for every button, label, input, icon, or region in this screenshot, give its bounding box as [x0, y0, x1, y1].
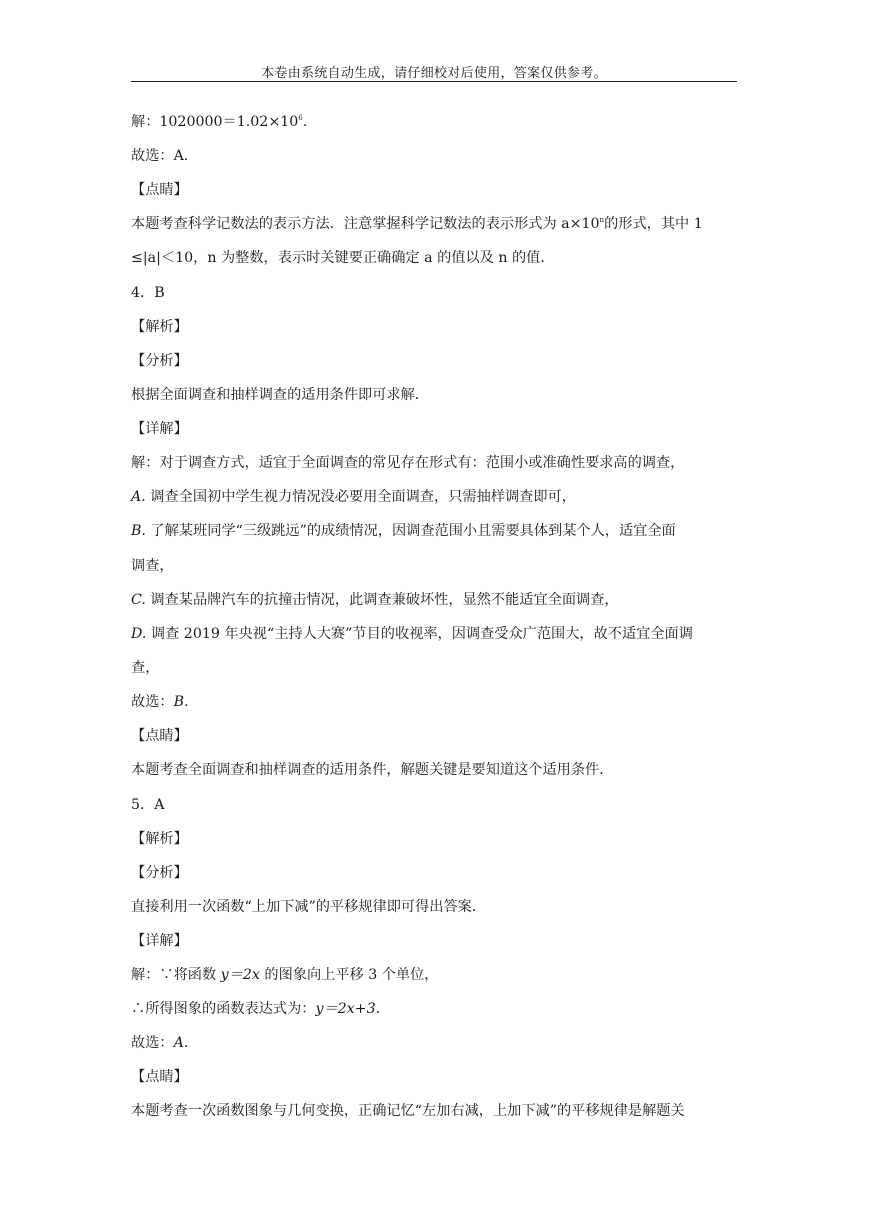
q3-comment-text-a: 本题考查科学记数法的表示方法．注意掌握科学记数法的表示形式为 a×10 — [131, 216, 600, 232]
q3-solution-exponent: 6 — [298, 114, 303, 122]
page-header-notice: 本卷由系统自动生成，请仔细校对后使用，答案仅供参考。 — [261, 66, 607, 81]
q3-comment-exponent: n — [599, 216, 605, 224]
q5-detail-line1 — [131, 965, 439, 985]
q5-answer: 5．A — [131, 797, 165, 813]
q5-formula-original: y＝2x — [220, 967, 260, 983]
option-d-label: D. — [131, 626, 147, 642]
q5-choice-value: A — [173, 1035, 184, 1051]
q3-comment-line2: ≤|a|＜10，n 为整数，表示时关键要正确确定 a 的值以及 n 的值． — [131, 250, 555, 266]
q4-choice-period: . — [184, 694, 189, 710]
q4-choice-value: B — [173, 694, 185, 710]
q4-option-b-continued: 调查， — [131, 558, 174, 574]
header-divider — [131, 81, 737, 82]
q4-fenxi-text: 根据全面调查和抽样调查的适用条件即可求解． — [131, 387, 429, 403]
q4-answer: 4．B — [131, 285, 165, 301]
option-d-text: 调查 2019 年央视“主持人大赛”节目的收视率，因调查受众广范围大，故不适宜全面调 — [150, 626, 693, 642]
q4-option-d — [131, 624, 693, 644]
q4-choice-prefix: 故选： — [131, 694, 174, 710]
q3-solution-period: . — [302, 114, 308, 130]
option-b-text: 了解某班同学“三级跳远”的成绩情况，因调查范围小且需要具体到某个人，适宜全面 — [150, 523, 676, 539]
option-c-label: C. — [131, 592, 146, 608]
q5-choice-prefix: 故选： — [131, 1035, 174, 1051]
q3-comment-text-b: 的形式，其中 1 — [604, 216, 703, 232]
q5-choice-period: . — [183, 1035, 189, 1051]
q5-detail-text-a: 解：∵将函数 — [131, 967, 221, 983]
q5-analysis-heading: 【解析】 — [131, 831, 188, 847]
q5-comment-heading: 【点睛】 — [131, 1069, 188, 1085]
q4-comment-text: 本题考查全面调查和抽样调查的适用条件，解题关键是要知道这个适用条件． — [131, 762, 614, 778]
q3-choice: 故选：A. — [131, 148, 189, 164]
q3-solution-text: 解：1020000＝1.02×10 — [131, 114, 299, 130]
q5-fenxi-text: 直接利用一次函数“上加下减”的平移规律即可得出答案． — [131, 899, 487, 915]
q4-option-d-continued: 查， — [131, 660, 160, 676]
q5-choice — [131, 1033, 188, 1053]
q4-choice — [131, 692, 189, 712]
option-a-text: 调查全国初中学生视力情况没必要用全面调查，只需抽样调查即可， — [150, 489, 576, 505]
q5-fenxi-heading: 【分析】 — [131, 865, 188, 881]
q4-fenxi-heading: 【分析】 — [131, 353, 188, 369]
q4-analysis-heading: 【解析】 — [131, 319, 188, 335]
q4-comment-heading: 【点睛】 — [131, 728, 188, 744]
q4-detail-heading: 【详解】 — [131, 421, 188, 437]
q5-detail-line2 — [131, 999, 380, 1019]
q5-detail-text-b: 的图象向上平移 3 个单位， — [259, 967, 439, 983]
q5-formula-result: y＝2x+3 — [315, 1001, 376, 1017]
option-b-label: B. — [131, 523, 146, 539]
q5-detail-heading: 【详解】 — [131, 933, 188, 949]
q4-detail-intro: 解：对于调查方式，适宜于全面调查的常见存在形式有：范围小或准确性要求高的调查， — [131, 455, 685, 471]
q5-detail2-text-a: ∴所得图象的函数表达式为： — [131, 1001, 316, 1017]
q3-solution — [131, 112, 307, 132]
q3-comment-line1 — [131, 214, 703, 234]
q5-detail2-period: . — [375, 1001, 381, 1017]
q3-comment-heading: 【点睛】 — [131, 182, 188, 198]
q4-option-b — [131, 521, 676, 541]
option-a-label: A. — [131, 489, 146, 505]
q4-option-a — [131, 487, 576, 507]
option-c-text: 调查某品牌汽车的抗撞击情况，此调查兼破坏性，显然不能适宜全面调查， — [150, 592, 619, 608]
q5-comment-text: 本题考查一次函数图象与几何变换，正确记忆“左加右减，上加下减”的平移规律是解题关 — [131, 1103, 685, 1119]
q4-option-c — [131, 590, 619, 610]
